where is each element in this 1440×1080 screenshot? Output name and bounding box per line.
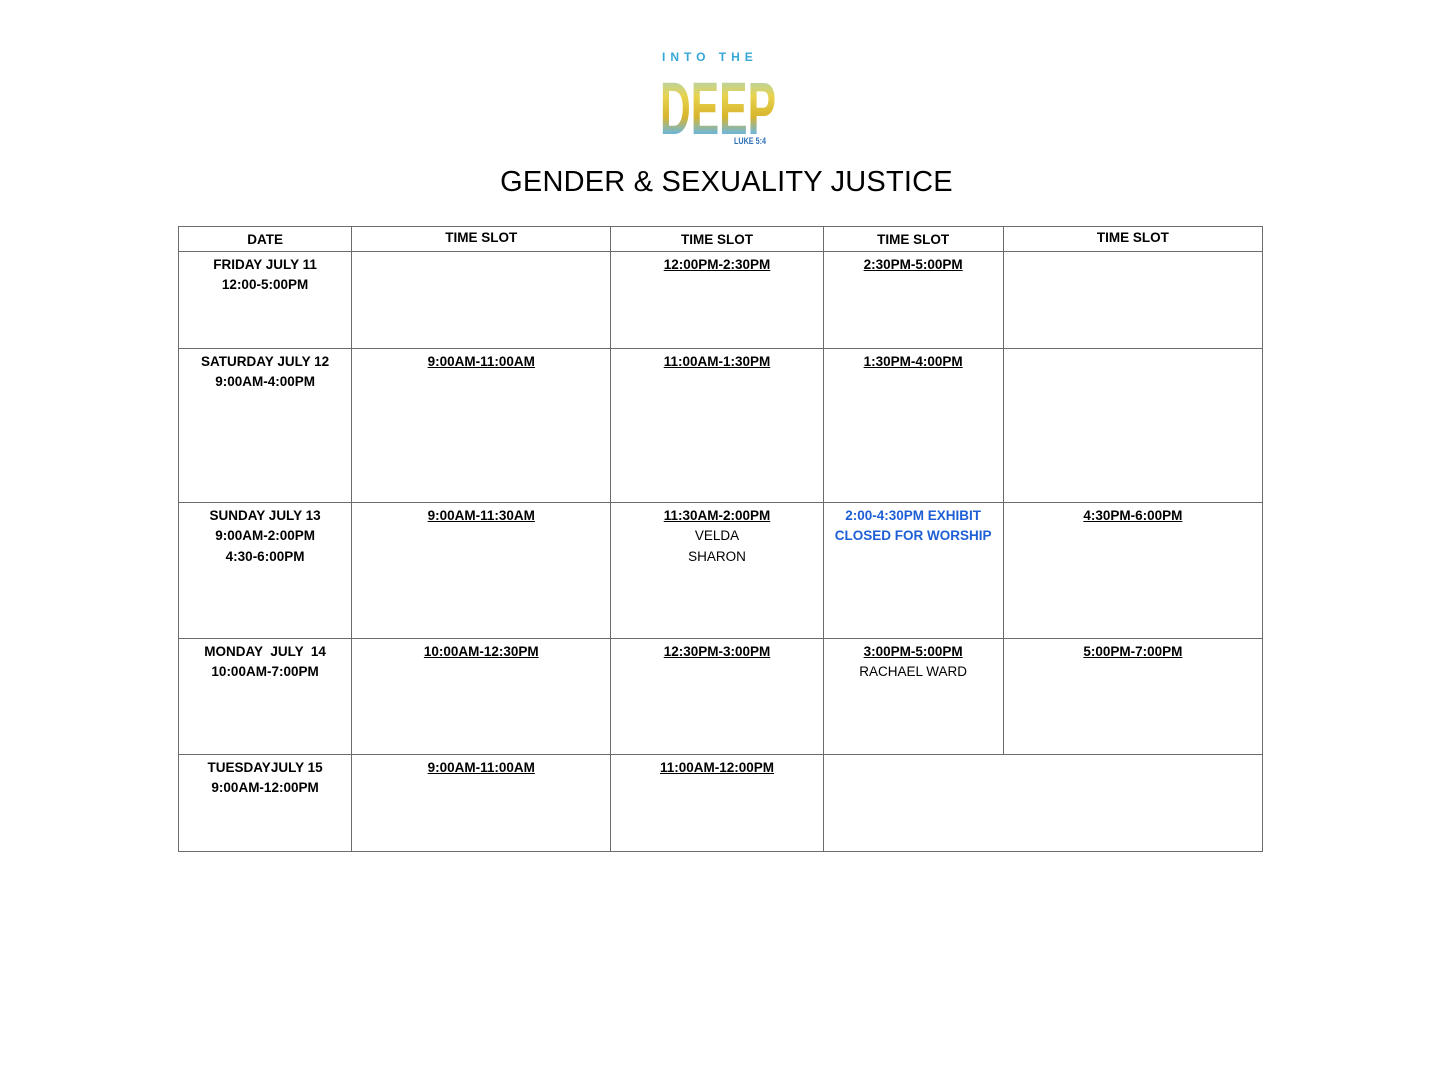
date-hours: 4:30-6:00PM bbox=[225, 548, 305, 564]
into-the-deep-logo bbox=[660, 50, 780, 146]
header-time-slot: TIME SLOT bbox=[352, 227, 611, 252]
date-label: MONDAY JULY 14 bbox=[204, 643, 326, 659]
slot-cell bbox=[1003, 502, 1262, 638]
slot-cell bbox=[352, 754, 611, 851]
table-row bbox=[179, 502, 1263, 638]
slot-time: 12:30PM-3:00PM bbox=[663, 643, 771, 659]
slot-time: 3:00PM-5:00PM bbox=[863, 643, 963, 659]
table-row bbox=[179, 754, 1263, 851]
slot-cell bbox=[611, 638, 823, 754]
header-time-slot: TIME SLOT bbox=[1003, 227, 1262, 252]
slot-time: 4:30PM-6:00PM bbox=[1083, 507, 1183, 523]
slot-time: 11:00AM-12:00PM bbox=[659, 759, 775, 775]
slot-cell bbox=[823, 502, 1003, 638]
slot-cell bbox=[1003, 638, 1262, 754]
date-hours: 9:00AM-4:00PM bbox=[215, 374, 315, 389]
date-cell bbox=[179, 754, 352, 851]
slot-time: 9:00AM-11:30AM bbox=[427, 507, 535, 523]
logo-main-text: DEEP bbox=[660, 67, 776, 136]
date-cell bbox=[179, 638, 352, 754]
logo-wordmark bbox=[660, 64, 778, 136]
slot-cell bbox=[823, 348, 1003, 502]
header-date: DATE bbox=[179, 227, 352, 252]
slot-cell bbox=[611, 348, 823, 502]
slot-cell bbox=[352, 348, 611, 502]
date-hours: 10:00AM-7:00PM bbox=[211, 664, 319, 679]
slot-time: 1:30PM-4:00PM bbox=[863, 353, 963, 369]
slot-cell bbox=[823, 638, 1003, 754]
header-time-slot: TIME SLOT bbox=[611, 227, 823, 252]
slot-cell bbox=[823, 251, 1003, 348]
empty-merged-cell bbox=[823, 754, 1262, 851]
table-row bbox=[179, 251, 1263, 348]
slot-time: 10:00AM-12:30PM bbox=[423, 643, 539, 659]
date-label: TUESDAYJULY 15 bbox=[207, 759, 323, 775]
slot-time: 11:00AM-1:30PM bbox=[663, 353, 771, 369]
slot-cell bbox=[352, 502, 611, 638]
slot-cell bbox=[1003, 348, 1262, 502]
slot-time: 11:30AM-2:00PM bbox=[663, 507, 771, 523]
slot-cell bbox=[611, 251, 823, 348]
logo-top-text: INTO THE bbox=[662, 50, 758, 64]
slot-time: 2:30PM-5:00PM bbox=[863, 256, 963, 272]
table-row bbox=[179, 348, 1263, 502]
date-label: FRIDAY JULY 11 bbox=[213, 256, 317, 272]
slot-time: 5:00PM-7:00PM bbox=[1083, 643, 1183, 659]
volunteer-name: VELDA bbox=[694, 528, 740, 543]
page-title: GENDER & SEXUALITY JUSTICE bbox=[500, 166, 953, 198]
slot-cell bbox=[1003, 251, 1262, 348]
exhibit-closed-notice: CLOSED FOR WORSHIP bbox=[834, 528, 992, 543]
date-hours: 9:00AM-12:00PM bbox=[211, 780, 319, 795]
date-hours: 9:00AM-2:00PM bbox=[215, 528, 315, 543]
slot-time: 9:00AM-11:00AM bbox=[427, 353, 535, 369]
slot-cell bbox=[611, 754, 823, 851]
exhibit-closed-notice: 2:00-4:30PM EXHIBIT bbox=[845, 507, 982, 523]
table-row bbox=[179, 638, 1263, 754]
logo-sub-text: LUKE 5:4 bbox=[734, 136, 767, 146]
date-label: SATURDAY JULY 12 bbox=[201, 353, 330, 369]
slot-time: 12:00PM-2:30PM bbox=[663, 256, 771, 272]
header-row bbox=[179, 227, 1263, 252]
volunteer-name: SHARON bbox=[688, 548, 746, 564]
slot-cell bbox=[611, 502, 823, 638]
slot-time: 9:00AM-11:00AM bbox=[427, 759, 535, 775]
date-hours: 12:00-5:00PM bbox=[221, 277, 309, 292]
slot-cell bbox=[352, 638, 611, 754]
header-time-slot: TIME SLOT bbox=[823, 227, 1003, 252]
date-label: SUNDAY JULY 13 bbox=[209, 507, 321, 523]
date-cell bbox=[179, 348, 352, 502]
date-cell bbox=[179, 502, 352, 638]
date-cell bbox=[179, 251, 352, 348]
slot-cell bbox=[352, 251, 611, 348]
volunteer-name: RACHAEL WARD bbox=[859, 664, 968, 679]
schedule-table bbox=[178, 226, 1263, 852]
